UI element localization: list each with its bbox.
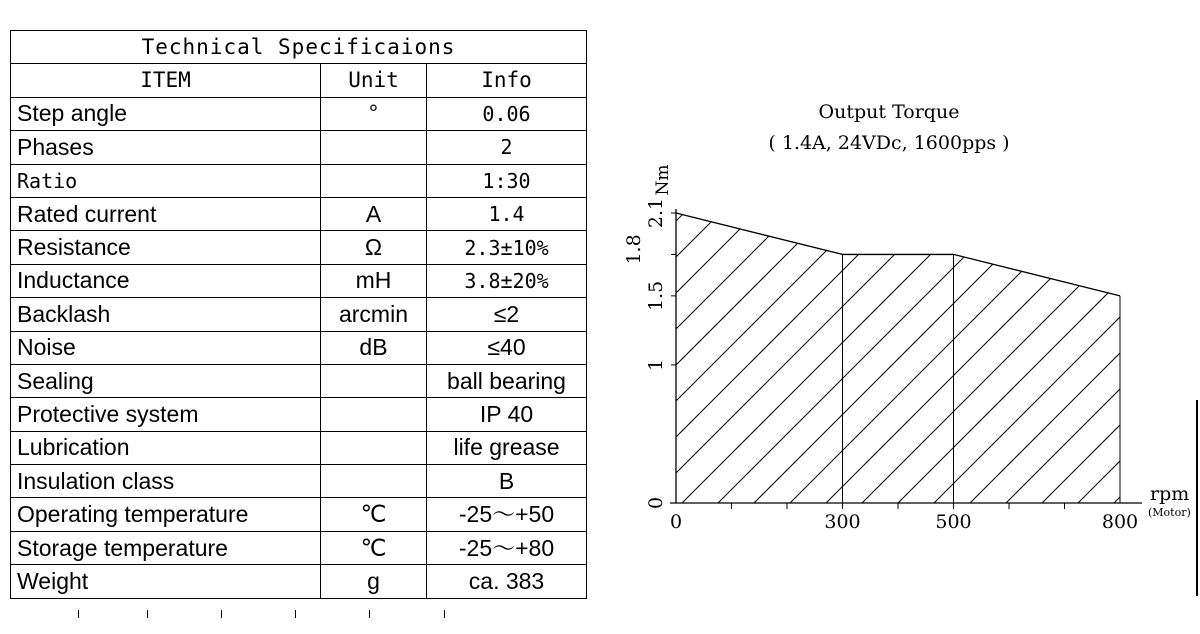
table-title: Technical Specificaions xyxy=(11,31,587,64)
bottom-tick xyxy=(369,610,370,618)
spec-item-cell: Backlash xyxy=(11,298,321,331)
header-item: ITEM xyxy=(11,64,321,97)
hatch-line xyxy=(888,183,1195,513)
header-unit: Unit xyxy=(321,64,427,97)
bottom-tick xyxy=(147,610,148,618)
hatch-line xyxy=(708,183,1038,513)
table-row xyxy=(11,531,587,564)
table-row xyxy=(11,465,587,498)
hatch-line xyxy=(816,183,1146,513)
spec-unit-cell: Ω xyxy=(321,231,427,264)
spec-info-cell: IP 40 xyxy=(427,398,587,431)
spec-info-cell: ca. 383 xyxy=(427,565,587,598)
table-row xyxy=(11,197,587,230)
hatch-line xyxy=(600,183,750,513)
hatch-line xyxy=(960,183,1195,513)
spec-item-cell: Ratio xyxy=(11,164,321,197)
table-row xyxy=(11,364,587,397)
hatch-line xyxy=(636,183,966,513)
spec-info-cell: 2 xyxy=(427,131,587,164)
hatch-line xyxy=(780,183,1110,513)
table-row xyxy=(11,264,587,297)
table-row xyxy=(11,431,587,464)
spec-item-cell: Rated current xyxy=(11,197,321,230)
hatch-line xyxy=(852,183,1182,513)
table-row xyxy=(11,164,587,197)
spec-item-cell: Noise xyxy=(11,331,321,364)
table-row xyxy=(11,331,587,364)
spec-unit-cell: arcmin xyxy=(321,298,427,331)
bottom-tick xyxy=(78,610,79,618)
table-row xyxy=(11,131,587,164)
x-axis-note: (Motor) xyxy=(1148,506,1191,519)
spec-info-cell: -25～+50 xyxy=(427,498,587,531)
hatch-line xyxy=(600,183,642,513)
spec-item-cell: Inductance xyxy=(11,264,321,297)
y-tick-label-2.1: 2.1 xyxy=(645,197,667,229)
hatch-line xyxy=(744,183,1074,513)
spec-item-cell: Insulation class xyxy=(11,465,321,498)
hatch-line xyxy=(1068,183,1195,513)
x-tick-label-0: 0 xyxy=(669,511,683,533)
chart-subtitle: ( 1.4A, 24VDc, 1600pps ) xyxy=(768,132,1010,154)
spec-unit-cell: mH xyxy=(321,264,427,297)
hatch-line xyxy=(1176,183,1195,513)
spec-unit-cell xyxy=(321,164,427,197)
spec-info-cell: 1.4 xyxy=(427,197,587,230)
spec-info-cell: B xyxy=(427,465,587,498)
spec-item-cell: Lubrication xyxy=(11,431,321,464)
table-row xyxy=(11,565,587,598)
y-axis-label: Nm xyxy=(653,164,673,196)
hatch-line xyxy=(600,183,606,513)
spec-unit-cell: ℃ xyxy=(321,531,427,564)
spec-info-cell: ball bearing xyxy=(427,364,587,397)
spec-item-cell: Resistance xyxy=(11,231,321,264)
spec-unit-cell xyxy=(321,131,427,164)
hatch-line xyxy=(924,183,1195,513)
spec-info-cell: ≤40 xyxy=(427,331,587,364)
spec-unit-cell xyxy=(321,431,427,464)
hatch-line xyxy=(1032,183,1195,513)
spec-item-cell: Phases xyxy=(11,131,321,164)
spec-item-cell: Step angle xyxy=(11,97,321,130)
spec-unit-cell: A xyxy=(321,197,427,230)
spec-unit-cell xyxy=(321,465,427,498)
hatch-line xyxy=(996,183,1195,513)
hatch-line xyxy=(600,183,822,513)
hatched-area xyxy=(600,183,1195,513)
spec-info-cell: 1:30 xyxy=(427,164,587,197)
spec-info-cell: 2.3±10% xyxy=(427,231,587,264)
table-row xyxy=(11,231,587,264)
spec-info-cell: life grease xyxy=(427,431,587,464)
table-row xyxy=(11,97,587,130)
spec-unit-cell xyxy=(321,364,427,397)
table-row xyxy=(11,298,587,331)
y-tick-label-1.8: 1.8 xyxy=(623,234,645,265)
x-tick-label-300: 300 xyxy=(824,511,861,533)
table-row xyxy=(11,498,587,531)
table-row xyxy=(11,398,587,431)
spec-info-cell: ≤2 xyxy=(427,298,587,331)
spec-unit-cell: ° xyxy=(321,97,427,130)
y-tick-label-0: 0 xyxy=(645,496,667,510)
bottom-tick xyxy=(444,610,445,618)
technical-specifications-table xyxy=(10,30,587,599)
spec-item-cell: Operating temperature xyxy=(11,498,321,531)
x-tick-label-500: 500 xyxy=(935,511,972,533)
spec-item-cell: Sealing xyxy=(11,364,321,397)
spec-unit-cell: ℃ xyxy=(321,498,427,531)
bottom-tick xyxy=(221,610,222,618)
header-info: Info xyxy=(427,64,587,97)
chart-title: Output Torque xyxy=(818,101,960,123)
spec-item-cell: Weight xyxy=(11,565,321,598)
y-tick-label-1.5: 1.5 xyxy=(645,280,667,311)
spec-unit-cell: dB xyxy=(321,331,427,364)
hatch-line xyxy=(672,183,1002,513)
hatch-line xyxy=(600,183,714,513)
hatch-line xyxy=(600,183,930,513)
table-bottom-ticks xyxy=(10,610,586,618)
spec-item-cell: Protective system xyxy=(11,398,321,431)
bottom-tick xyxy=(295,610,296,618)
hatch-line xyxy=(600,183,894,513)
hatch-line xyxy=(600,183,678,513)
spec-info-cell: 3.8±20% xyxy=(427,264,587,297)
edge-divider xyxy=(1196,400,1198,596)
spec-info-cell: -25～+80 xyxy=(427,531,587,564)
spec-unit-cell xyxy=(321,398,427,431)
output-torque-chart xyxy=(600,80,1195,540)
hatch-line xyxy=(1140,183,1195,513)
x-tick-label-800: 800 xyxy=(1101,511,1139,533)
x-axis-label: rpm xyxy=(1150,483,1190,505)
torque-line xyxy=(676,213,1120,296)
spec-item-cell: Storage temperature xyxy=(11,531,321,564)
y-tick-label-1: 1 xyxy=(645,358,667,371)
spec-info-cell: 0.06 xyxy=(427,97,587,130)
spec-unit-cell: g xyxy=(321,565,427,598)
